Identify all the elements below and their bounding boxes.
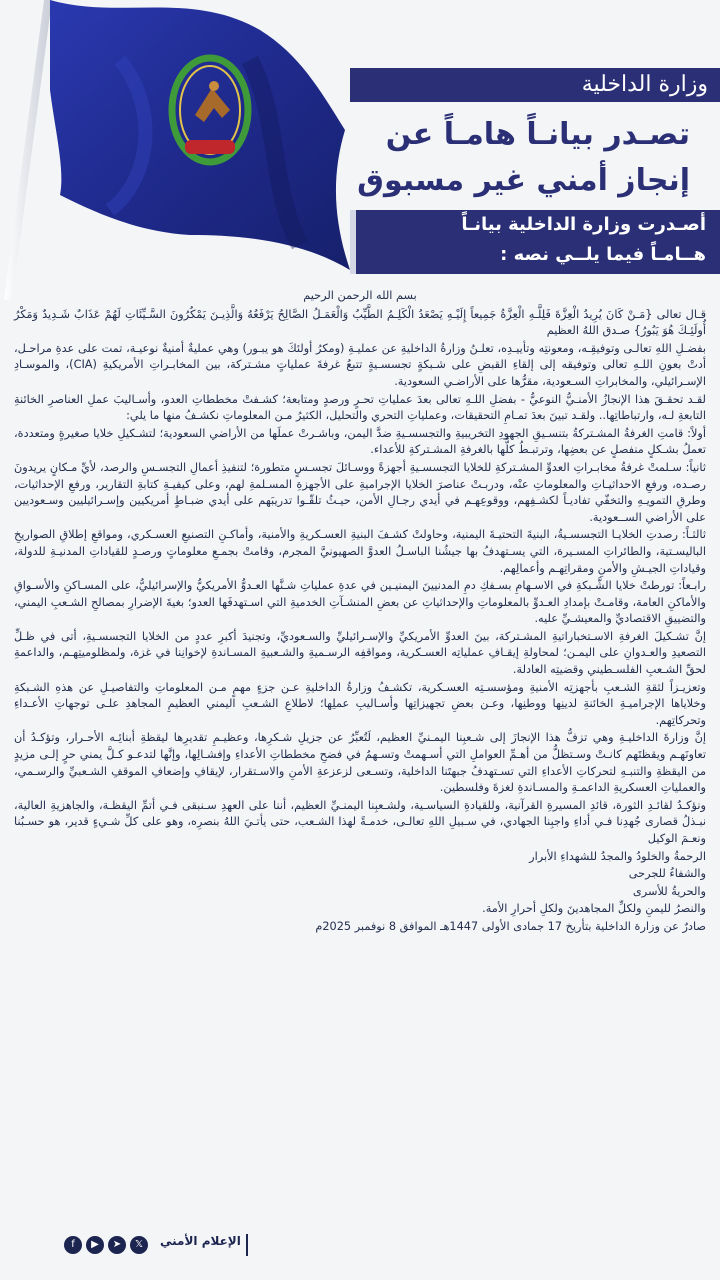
subhead-line-2: هــامـاً فيما يلــي نصه : xyxy=(500,244,706,265)
flag-graphic xyxy=(0,0,360,300)
ministry-name: وزارة الداخلية xyxy=(581,72,708,97)
youtube-icon[interactable]: ▶ xyxy=(86,1236,104,1254)
paragraph-third: ثالثـاً: رصدتِ الخلايـا التجسسـيةُ، البنيةَ التحتيـةَ اليمنية، وحاولتْ كشـفَ البنيةِ العسـكريةِ والأمنية، وأماكـنِ التصنيعِ العسـكري، ومواقعِ إطلاقِ الصواريخِ الباليسـتية، والطائراتِ المسـيرة، التي يسـتهدفُ بها جيشُنا الباسـلُ العدوَّ الصهيونيَّ المجرم، وقامتْ بجمـعِ معلوماتٍ ورصـدٍ للقياداتِ المدنيـةِ للدولة، وقياداتِ الجيـشِ والأمنِ ومقراتِهـم وأعمالِهم. xyxy=(14,528,706,575)
closing-victory: والنصرُ لليمنِ ولكلِّ المجاهدينَ ولكلِ أحرارِ الأمة. xyxy=(482,902,706,916)
paragraph-second: ثانياً: سـلمتْ غرفةُ مخابـراتِ العدوِّ المشـتركةِ للخلايا التجسسـيةِ أجهزةً ووسـائلَ تجسـسٍ متطورة؛ لتنفيذِ أعمالِ التجسـسِ والرصد، لأيِّ مـكانٍ يريدونَ رصـده، ورفعِ الاحداثيـاتِ والمعلوماتِ عنْه، ودربـتْ عناصرَ الخلايا الإجراميةِ على الأجهزةِ المسـلمةِ لهم، وعلى كيفيـةِ كتابةِ التقارير، ورفعِ الإحداثيات، وطرقِ التمويـهِ والتخفّي تفاديـاً لكشـفِهم، ووقوعِهـم في أيدي رجـالِ الأمن، حيـثُ تلقّـوا تدريبَهم على أيدي ضبـاطٍ أمريكيين وإسـرائيليين وسـعوديين على الأراضي الســعودية. xyxy=(14,460,706,524)
paragraph-gratitude: إنَّ وزارةَ الداخليـةِ وهي تزفُّ هذا الإنجازَ إلى شـعبِنا اليمـنيِّ العظيم، لَتُعبِّرُ عن جزيلِ شـكرِها، وعظيـمِ تقديرِها ليقظةِ أبنائِـه الأحـرار، وتؤكـدُ أن تعاونَهـم ويقظتَهم كانـتْ وسـتظلُّ من أهـمِّ العواملِ التي أسـهمتْ وتسـهمُ في فضحِ مخططاتِ الأعداءِ وإفشـالِها، وإنَّها لتدعـو كـلَّ يمني حرٍ إلـى مزيدٍ من اليقظةِ والتنبـهِ لتحركاتِ الأعداءِ التي تسـتهدفُ جبهتَنا الداخلية، وتسـعى لزعزعةِ الأمنِ والاسـتقرار، لإيقافِ وإضعافِ الموقفِ الشـعبيِّ والرسـمي، والعملياتِ العسكريةِ الداعمـةِ والمسـاندةِ لغزةَ وفلسطين. xyxy=(14,731,706,795)
closing-martyrs: الرحمةُ والخلودُ والمجدُ للشهداءِ الأبرار xyxy=(529,849,706,863)
flag-cloth xyxy=(50,0,350,270)
paragraph-first: أولاً: قامتِ الغرفةُ المشـتركةُ بتنسـيقِ الجهودِ التخريبيةِ والتجسسـيةِ ضدَّ اليمن، وباشـرتْ عملَها من الأراضي السعودية؛ لتشـكيلِ خلايا صغيرةٍ ومتعددة، تعملُ بشـكلٍ منفصلٍ عن بعضِها، وترتبـطُ كلُّها بالغرفةِ المشـتركةِ للأعداء. xyxy=(14,426,706,457)
paragraph-pledge: ونؤكـدُ لقائـدِ الثورة، قائدِ المسيرةِ القرآنية، وللقيادةِ السياسـية، ولشـعبِنا اليمنـيِّ العظيم، أننا على العهدِ سـنبقى فـي أتمِّ اليقظـة، والجاهزيةِ العالية، نبـذلُ قصارى جُهدِنا فـي أداءِ واجبِنا الجهادي، في سـبيلِ اللهِ تعالـى، خدمـةً لهذا الشـعب، حتى يأتـيَ اللهُ بنصرِه، وهو على كلِّ شـيءٍ قدير، هو حسـبُنا ونعـمَ الوكيل xyxy=(14,798,706,845)
flag-pole xyxy=(4,0,52,300)
paragraph-fourth: رابـعاً: تورطتْ خلايا الشَّـبكةِ في الاسـهامِ بسـفكِ دمِ المدنيينَ اليمنيـين في عدةِ عملياتِ شـنَّها العـدوُّ الأمريكيُّ والإسرائيليُّ، على المسـاكنِ والأسـواقِ والأماكنِ العامة، وقامـتْ بإمدادِ العـدوِّ بالمعلوماتِ والإحداثياتِ عن بعضِ المنشـآتِ الخدميةِ التي اسـتهدفَها العدو؛ بغيةَ الإضرارِ بمصالحِ الشـعبِ اليمني، والتضييقِ الاقتصاديِّ والمعيشـيِّ عليه. xyxy=(14,579,706,626)
headline-line-1: تصـدر بيانـاً هامـاً عن xyxy=(385,117,690,152)
issue-date: صادرٌ عن وزارة الداخلية بتأريخ 17 جمادى الأولى 1447هـ الموافق 8 نوفمبر 2025م xyxy=(315,919,706,933)
x-icon[interactable]: 𝕏 xyxy=(130,1236,148,1254)
headline-line-2: إنجاز أمني غير مسبوق xyxy=(357,163,690,198)
subhead-line-1: أصـدرت وزارة الداخلية بيانـاً xyxy=(461,214,706,235)
closing-prisoners: والحريةُ للأسرى xyxy=(632,884,706,898)
telegram-icon[interactable]: ➤ xyxy=(108,1236,126,1254)
basmala: بسم الله الرحمن الرحيم xyxy=(303,289,417,302)
facebook-icon[interactable]: f xyxy=(64,1236,82,1254)
media-logo: الإعلام الأمني xyxy=(160,1234,241,1248)
ministry-name-bar xyxy=(350,68,720,102)
headline xyxy=(310,112,690,204)
closing-wounded: والشفاءُ للجرحى xyxy=(628,867,706,881)
paragraph-formation: إنَّ تشـكيلَ الغرفةِ الاسـتخباراتيةِ المشـتركة، بينَ العدوِّ الأمريكيِّ والإسـرائيليِّ والسـعوديِّ، وتجنيدَ أكبرِ عددٍ من الخلايا التجسسـيةِ، أتى في ظـلِّ التصعيدِ والعـدوانِ على اليمـن؛ لمحاولةِ إيقـافِ عملياتِه العسـكرية، ومواقفِه الرسـميةِ والشـعبيةِ المسـاندةِ لإخوانِنا في غزة، ولمظلوميتِهـم، والداعمةِ لحقِّ الشـعبِ الفلسـطيني وقضيتِه العادلة. xyxy=(14,629,706,677)
paragraph-achievement: لقـد تحقـقَ هذا الإنجازُ الأمنـيُّ النوعيُّ - بفضلِ اللـهِ تعالى بعدَ عملياتِ تحـرٍ ورصدٍ ومتابعة؛ كشـفتْ مخططاتِ العدو، وأسـاليبَ عملِ العناصرِ الخائنةِ التابعةِ لـه، وارتباطاتِها.. ولقـد تبينَ بعدَ تمـامِ التحقيقات، وعملياتِ التحري والتحليل، الكثيرُ مـن المعلوماتِ نكشـفُ منها ما يلي: xyxy=(14,392,706,423)
statement-body xyxy=(14,288,706,1228)
flag-illustration xyxy=(0,0,360,300)
footer xyxy=(0,1228,720,1268)
paragraph-quran-verse: قـال تعالى {مَـنْ كَانَ يُرِيدُ الْعِزَّةَ فَلِلَّـهِ الْعِزَّةُ جَمِيعاً إِلَيْـهِ يَصْعَدُ الْكَلِـمُ الطَّيِّبُ وَالْعَمَـلُ الصَّالِحُ يَرْفَعُهُ وَالَّذِيـنَ يَمْكُرُونَ السَّـيِّئَاتِ لَهُمْ عَذَابٌ شَـدِيدٌ وَمَكْرُ أُولَئِـكَ هُوَ يَبُورُ} صـدق اللهُ العظيم xyxy=(14,307,706,338)
paragraph-trust: وتعزيـزاً لثقةِ الشـعبِ بأجهزتِه الأمنيةِ ومؤسسـتِه العسـكرية، تكشـفُ وزارةُ الداخليةِ عـن جزءٍ مهمٍ مـن المعلوماتِ والتفاصيـلِ عن هذهِ الشـبكةِ وخلاياها الإجراميـةِ الخائنةِ لدينِها ووطنِها، وعـن بعضِ تجهيزاتِها وأسـاليبِ عملِها؛ لاطلاعِ الشـعبِ اليمني العظيمِ المجاهدِ علـى توجهاتِ الأعـداءِ وتحركاتِهم. xyxy=(14,680,706,727)
paragraph-announcement: بفضـلِ اللهِ تعالـى وتوفيقِـه، ومعونتِه وتأييـدِه، تعلـنُ وزارةُ الداخليةِ عن عمليـةِ (ومكرُ أولئكَ هو يبـور) وهي عمليةٌ أمنيةٌ نوعيـة، تمت على عدةِ مراحـل، أدتْ بعونِ اللـهِ تعالى وتوفيقه إلى إلقاءِ القبضِ على شـبكةٍ تجسسـيةٍ تتبعُ غرفةَ عملياتٍ مشـتركة، بين المخابـراتِ الأمريكيةِ (CIA)، والموسـادِ الإسـرائيلي، والمخابراتِ السـعودية، مقرُّها على الأراضـي السعودية. xyxy=(14,341,706,388)
subhead-box xyxy=(350,210,720,274)
footer-divider xyxy=(246,1234,248,1256)
